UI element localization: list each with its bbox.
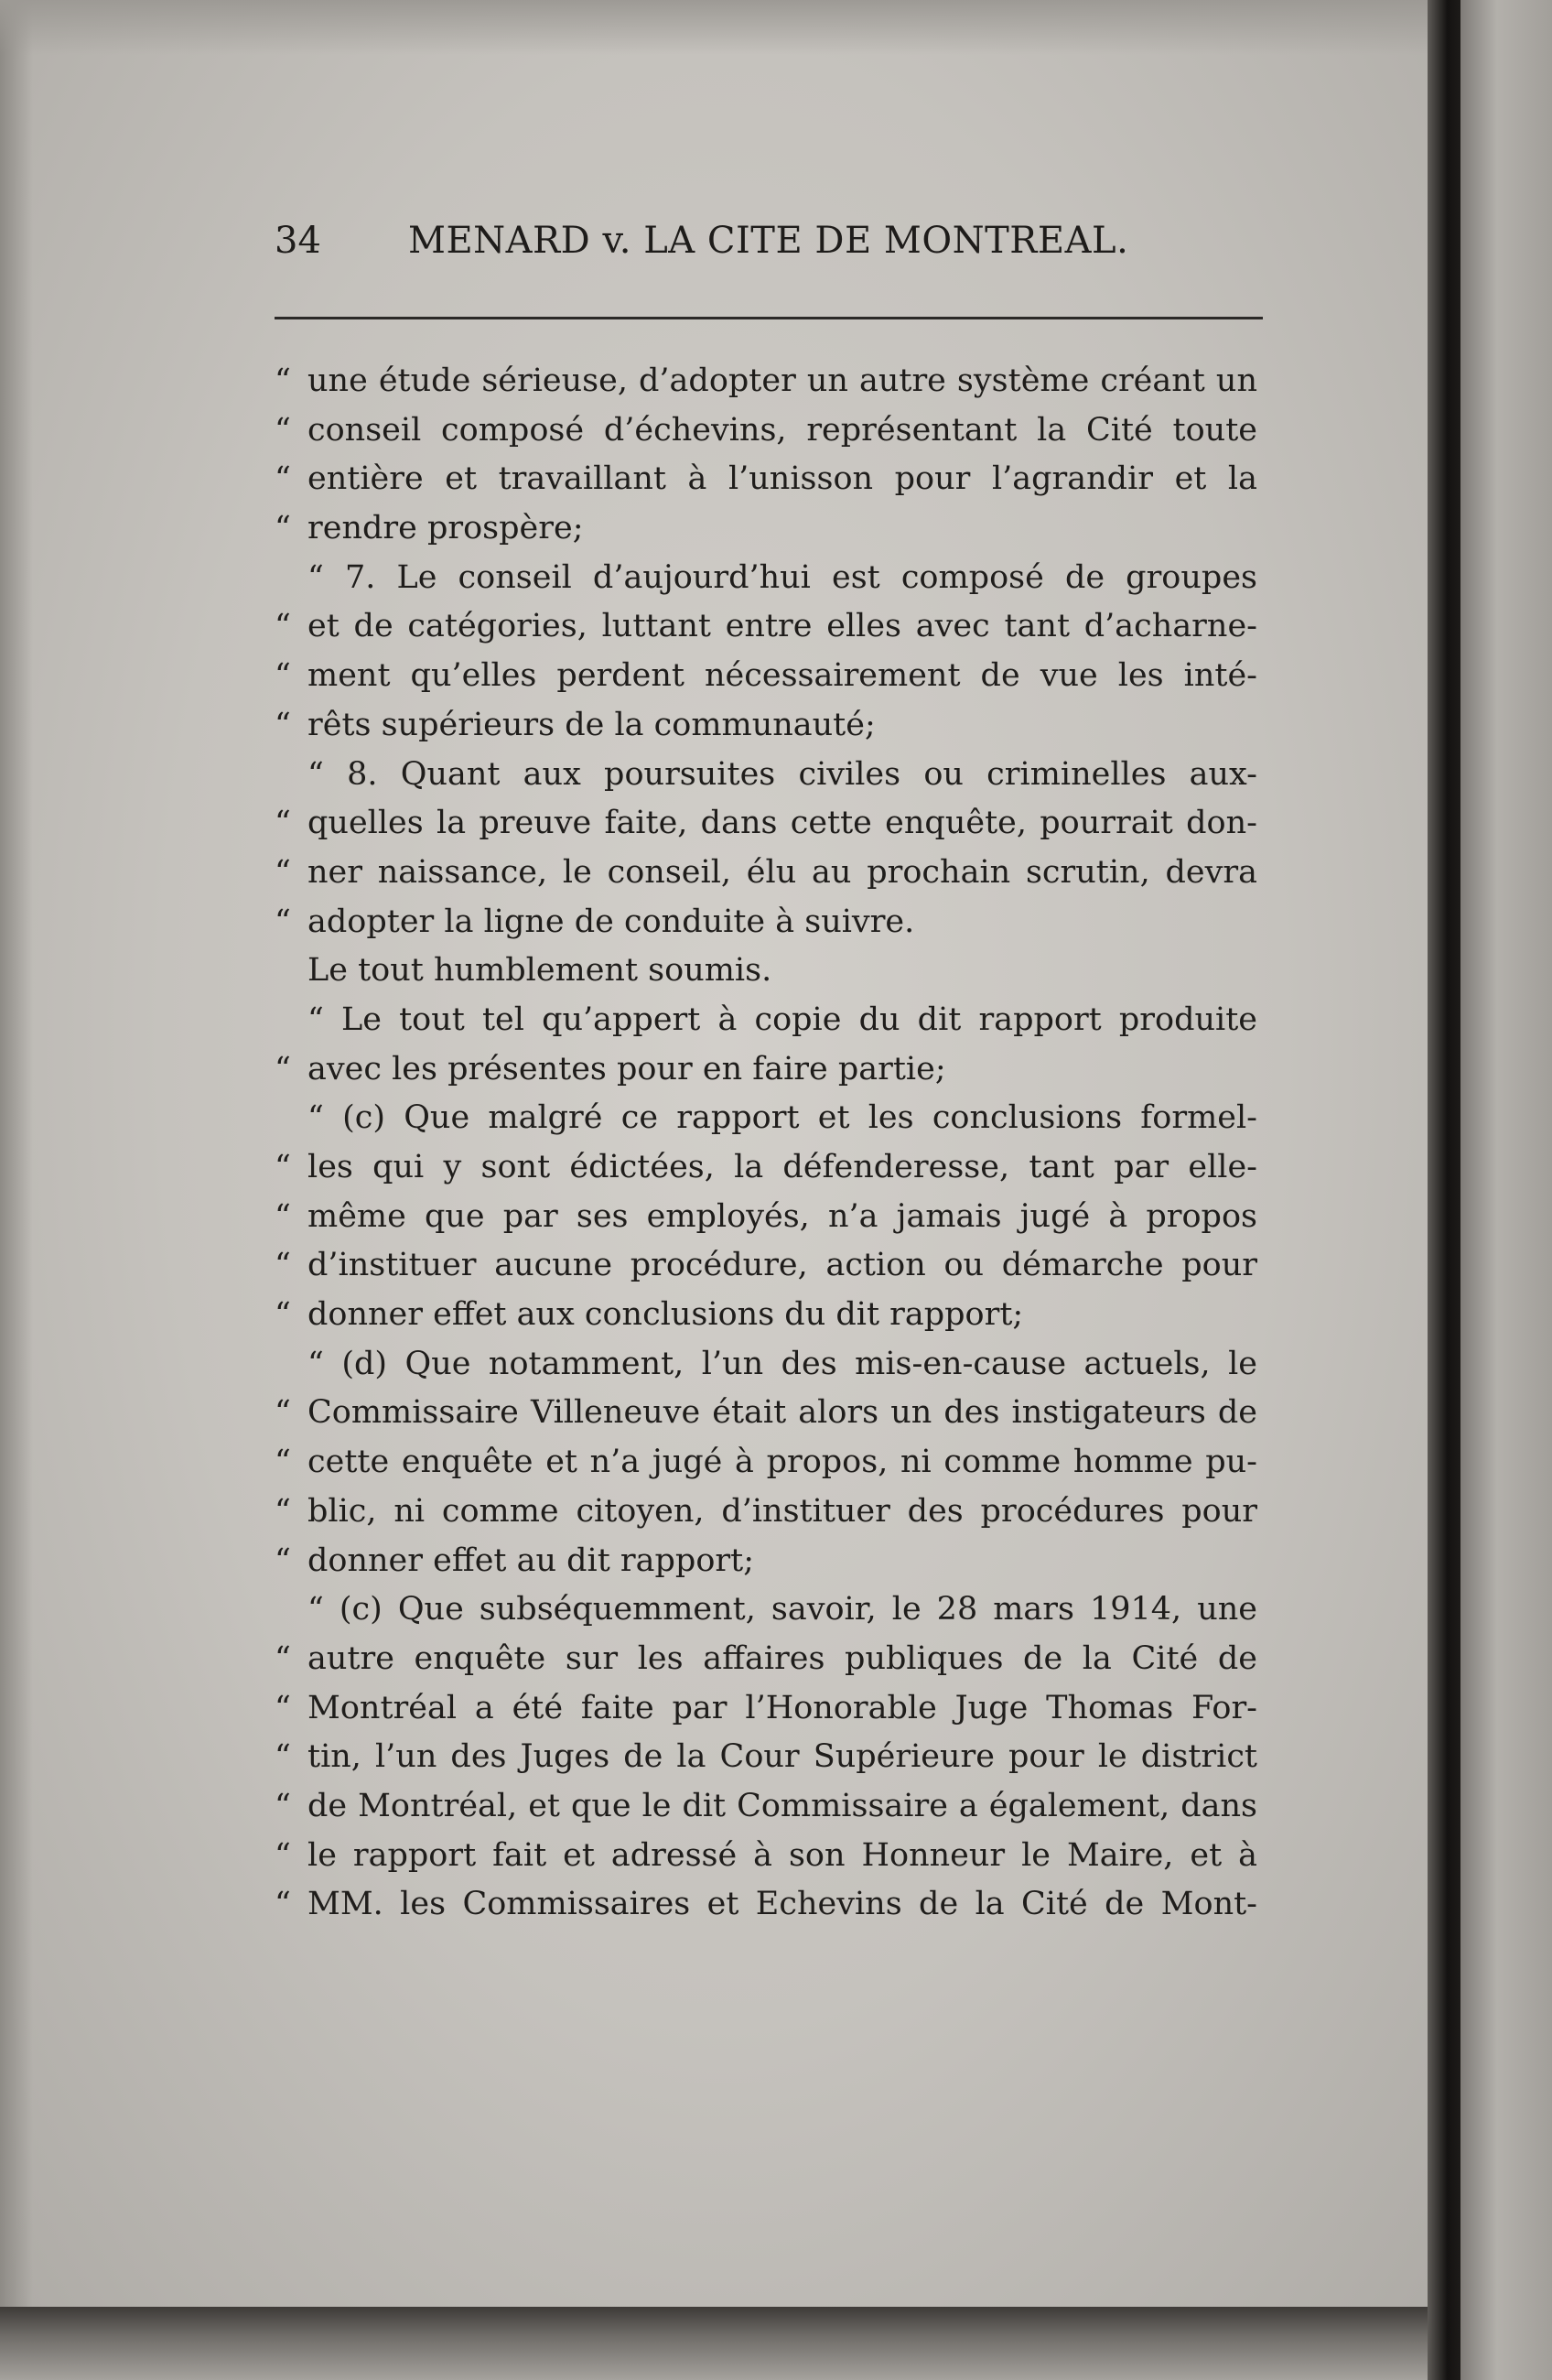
book-spine [1428,0,1460,2380]
text-line [275,1241,1263,1291]
quote-mark: “ [275,1197,291,1235]
quote-mark: “ [275,1247,291,1284]
body-text [275,357,1263,1930]
text-line [275,898,1263,947]
line-text: MM. les Commissaires et Echevins de la Cité de Mont- [307,1886,1257,1923]
quote-mark: “ [275,1492,291,1530]
quote-mark: “ [275,1542,291,1579]
quote-mark: “ [275,805,291,842]
line-text: “ 8. Quant aux poursuites civiles ou criminelles aux- [307,755,1257,793]
line-text: rendre prospère; [307,510,584,547]
text-line [275,1537,1263,1586]
line-text: cette enquête et n’a jugé à propos, ni comme homme pu- [307,1444,1257,1481]
text-line [275,947,1263,996]
line-text: avec les présentes pour en faire partie; [307,1050,946,1087]
line-text: adopter la ligne de conduite à suivre. [307,903,915,940]
text-line [275,406,1263,456]
quote-mark: “ [275,1836,291,1874]
text-line [275,1585,1263,1635]
line-text: “ (c) Que malgré ce rapport et les conclusions formel- [307,1099,1257,1137]
text-line [275,652,1263,701]
line-text: et de catégories, luttant entre elles avec tant d’acharne- [307,608,1257,645]
line-text: Le tout humblement soumis. [307,952,772,990]
text-line [275,1291,1263,1340]
line-text: quelles la preuve faite, dans cette enquête, pourrait don- [307,805,1257,842]
line-text: une étude sérieuse, d’adopter un autre système créant un [307,362,1257,399]
quote-mark: “ [275,1738,291,1776]
text-line [275,357,1263,406]
quote-mark: “ [275,1050,291,1087]
quote-mark: “ [275,1149,291,1185]
top-edge-shadow [0,0,1446,55]
quote-mark: “ [275,362,291,399]
line-text: autre enquête sur les affaires publiques de la Cité de [307,1639,1257,1677]
quote-mark: “ [275,706,291,743]
line-text: Commissaire Villeneuve était alors un des instigateurs de [307,1394,1257,1432]
quote-mark: “ [275,1444,291,1481]
line-text: les qui y sont édictées, la défenderesse, tant par elle- [307,1149,1257,1185]
line-text: “ Le tout tel qu’appert à copie du dit rapport produite [307,1001,1257,1038]
line-text: le rapport fait et adressé à son Honneur le Maire, et à [307,1836,1257,1874]
text-line [275,1143,1263,1193]
text-line [275,602,1263,652]
quote-mark: “ [275,460,291,498]
running-header [275,220,1263,284]
header-rule [275,317,1263,319]
text-line [275,1684,1263,1734]
text-line [275,1733,1263,1782]
line-text: donner effet au dit rapport; [307,1542,755,1579]
text-line [275,1045,1263,1095]
quote-mark: “ [275,1296,291,1334]
text-line [275,1488,1263,1537]
text-line [275,1389,1263,1438]
line-text: ment qu’elles perdent nécessairement de vue les inté- [307,657,1257,695]
line-text: d’instituer aucune procédure, action ou démarche pour [307,1247,1257,1284]
text-line [275,701,1263,751]
text-line [275,1635,1263,1684]
line-text: entière et travaillant à l’unisson pour l’agrandir et la [307,460,1257,498]
quote-mark: “ [275,657,291,695]
quote-mark: “ [275,903,291,940]
text-line [275,504,1263,554]
quote-mark: “ [275,1394,291,1432]
text-line [275,1880,1263,1930]
line-text: “ 7. Le conseil d’aujourd’hui est composé de groupes [307,558,1257,596]
quote-mark: “ [275,1886,291,1923]
quote-mark: “ [275,510,291,547]
bottom-page-edge [0,2307,1428,2380]
text-line [275,1094,1263,1143]
text-line [275,751,1263,800]
line-text: rêts supérieurs de la communauté; [307,706,876,743]
left-edge-shadow [0,0,33,2307]
text-line [275,1340,1263,1390]
line-text: ner naissance, le conseil, élu au prochain scrutin, devra [307,853,1257,891]
running-title: MENARD v. LA CITE DE MONTREAL. [408,220,1129,262]
quote-mark: “ [275,1639,291,1677]
text-line [275,1438,1263,1488]
line-text: conseil composé d’échevins, représentant la Cité toute [307,411,1257,449]
text-line [275,1782,1263,1832]
text-line [275,1832,1263,1881]
quote-mark: “ [275,853,291,891]
line-text: donner effet aux conclusions du dit rapport; [307,1296,1024,1334]
text-line [275,1193,1263,1242]
line-text: “ (d) Que notamment, l’un des mis-en-cause actuels, le [307,1345,1257,1382]
page-number: 34 [275,220,321,262]
line-text: Montréal a été faite par l’Honorable Juge Thomas For- [307,1689,1257,1726]
facing-page-edge [1460,0,1552,2380]
quote-mark: “ [275,411,291,449]
quote-mark: “ [275,608,291,645]
line-text: blic, ni comme citoyen, d’instituer des procédures pour [307,1492,1257,1530]
quote-mark: “ [275,1787,291,1824]
line-text: de Montréal, et que le dit Commissaire a également, dans [307,1787,1257,1824]
text-line [275,554,1263,603]
line-text: même que par ses employés, n’a jamais jugé à propos [307,1197,1257,1235]
line-text: tin, l’un des Juges de la Cour Supérieure pour le district [307,1738,1257,1776]
text-line [275,996,1263,1045]
text-line [275,849,1263,898]
text-line [275,799,1263,849]
line-text: “ (c) Que subséquemment, savoir, le 28 mars 1914, une [307,1591,1257,1628]
text-line [275,455,1263,504]
quote-mark: “ [275,1689,291,1726]
